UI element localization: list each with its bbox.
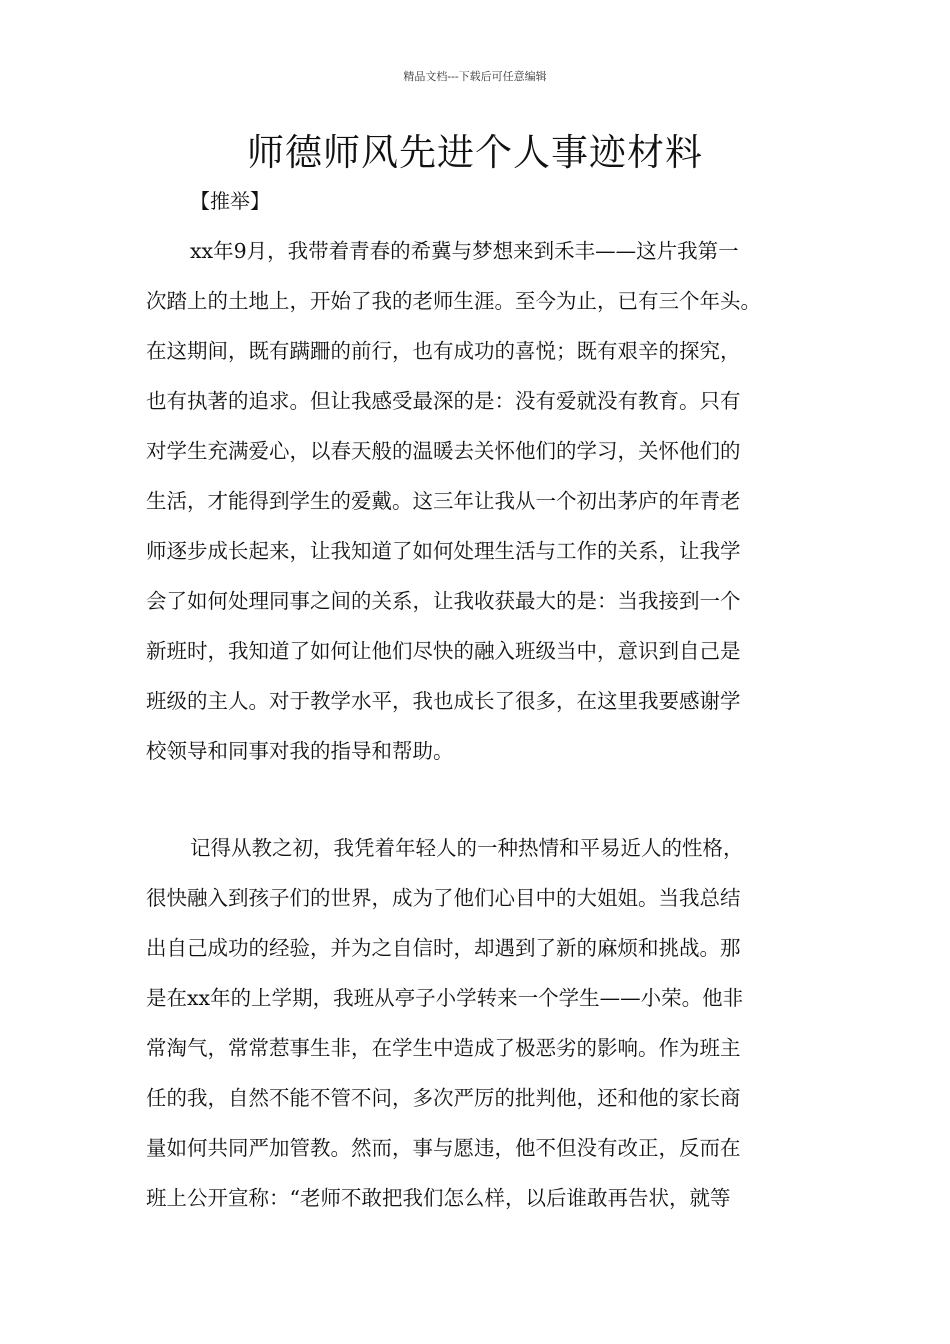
text-line: 生活，才能得到学生的爱戴。这三年让我从一个初出茅庐的年青老 [146, 489, 741, 513]
text-line: 任的我，自然不能不管不问，多次严厉的批判他，还和他的家长商 [146, 1086, 741, 1110]
text-line: xx年9月，我带着青春的希冀与梦想来到禾丰——这片我第一 [190, 239, 739, 263]
text-line: 校领导和同事对我的指导和帮助。 [146, 739, 454, 763]
text-line: 新班时，我知道了如何让他们尽快的融入班级当中，意识到自己是 [146, 639, 741, 663]
text-line: 是在xx年的上学期，我班从亭子小学转来一个学生——小荣。他非 [146, 986, 744, 1010]
paragraph-1 [146, 226, 826, 776]
text-line: 出自己成功的经验，并为之自信时，却遇到了新的麻烦和挑战。那 [146, 936, 741, 960]
text-line: 师逐步成长起来，让我知道了如何处理生活与工作的关系，让我学 [146, 539, 741, 563]
document-title: 师德师风先进个人事迹材料 [247, 131, 703, 174]
text-line: 班上公开宣称：“老师不敢把我们怎么样，以后谁敢再告状，就等 [146, 1186, 731, 1210]
text-line: 班级的主人。对于教学水平，我也成长了很多，在这里我要感谢学 [146, 689, 741, 713]
text-line: 在这期间，既有蹒跚的前行，也有成功的喜悦；既有艰辛的探究， [146, 339, 741, 363]
text-line: 记得从教之初，我凭着年轻人的一种热情和平易近人的性格， [190, 836, 744, 860]
text-line: 常淘气，常常惹事生非，在学生中造成了极恶劣的影响。作为班主 [146, 1036, 741, 1060]
text-line: 会了如何处理同事之间的关系，让我收获最大的是：当我接到一个 [146, 589, 741, 613]
recommendation-tag: 【推举】 [190, 189, 270, 213]
text-line: 也有执著的追求。但让我感受最深的是：没有爱就没有教育。只有 [146, 389, 741, 413]
text-line: 次踏上的土地上，开始了我的老师生涯。至今为止，已有三个年头。 [146, 289, 761, 313]
paragraph-2 [146, 823, 826, 1223]
text-line: 很快融入到孩子们的世界，成为了他们心目中的大姐姐。当我总结 [146, 886, 741, 910]
header-note: 精品文档---下载后可任意编辑 [403, 70, 547, 83]
text-line: 量如何共同严加管教。然而，事与愿违，他不但没有改正，反而在 [146, 1136, 741, 1160]
text-line: 对学生充满爱心，以春天般的温暖去关怀他们的学习，关怀他们的 [146, 439, 741, 463]
